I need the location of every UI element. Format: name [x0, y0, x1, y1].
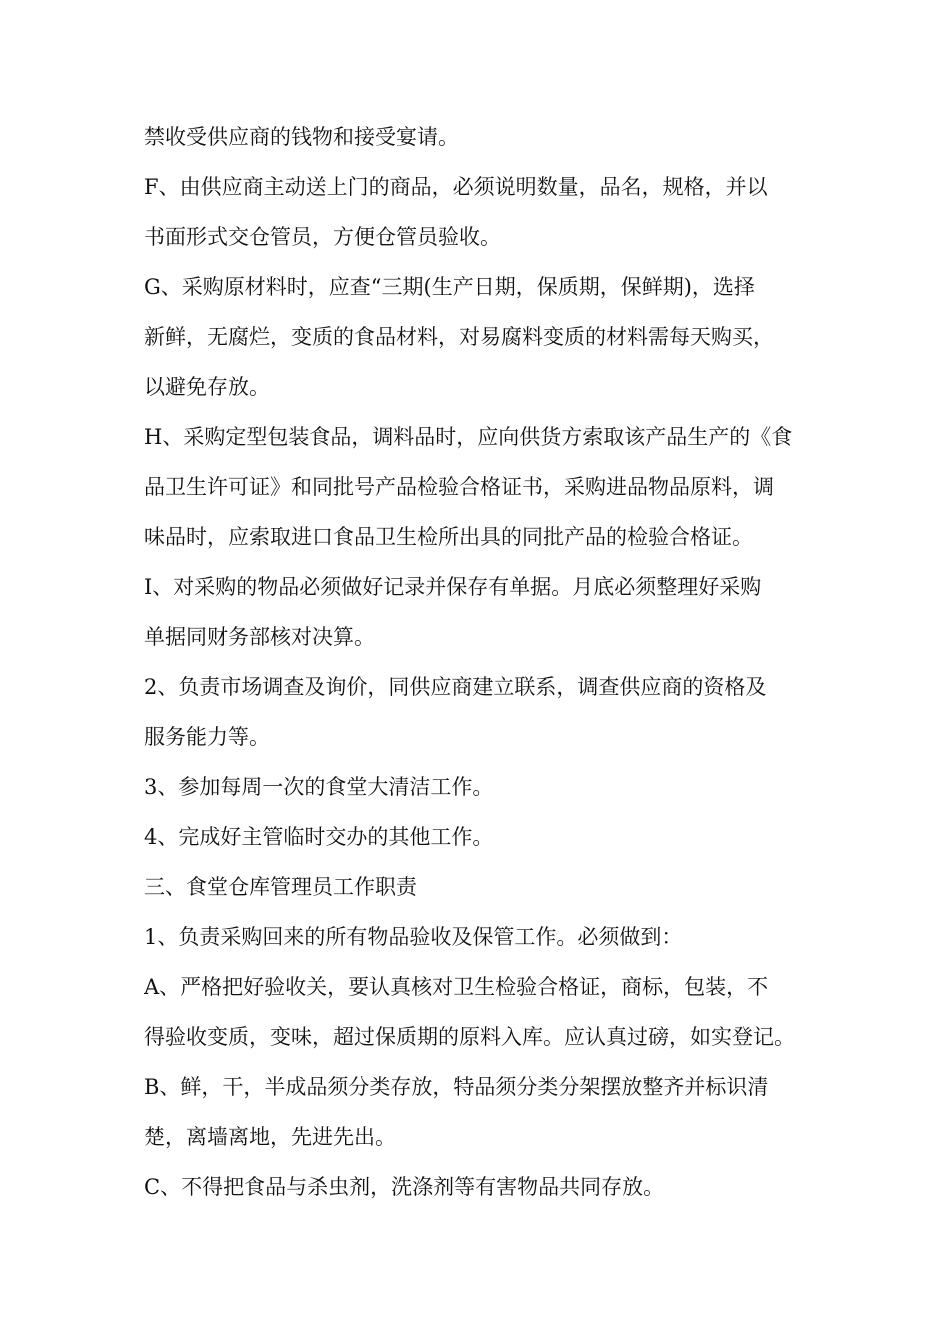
section-heading: 三、食堂仓库管理员工作职责 — [144, 875, 417, 899]
text-line: G、采购原材料时，应查“三期(生产日期，保质期，保鲜期)，选择 — [144, 275, 755, 299]
text-line: 新鲜，无腐烂，变质的食品材料，对易腐料变质的材料需每天购买， — [144, 325, 774, 349]
text-line: C、不得把食品与杀虫剂，洗涤剂等有害物品共同存放。 — [144, 1175, 665, 1199]
text-line: 得验收变质，变味，超过保质期的原料入库。应认真过磅，如实登记。 — [144, 1025, 795, 1049]
text-line: 味品时，应索取进口食品卫生检所出具的同批产品的检验合格证。 — [144, 525, 753, 549]
text-line: 2、负责市场调查及询价，同供应商建立联系，调查供应商的资格及 — [144, 675, 767, 699]
text-line: 以避免存放。 — [144, 375, 270, 399]
text-line: H、采购定型包装食品，调料品时，应向供货方索取该产品生产的《食 — [144, 425, 793, 449]
text-line: 4、完成好主管临时交办的其他工作。 — [144, 825, 494, 849]
text-line: B、鲜，干，半成品须分类存放，特品须分类分架摆放整齐并标识清 — [144, 1075, 769, 1099]
text-line: A、严格把好验收关，要认真核对卫生检验合格证，商标，包装，不 — [144, 975, 769, 999]
text-line: 服务能力等。 — [144, 725, 270, 749]
text-line: 3、参加每周一次的食堂大清洁工作。 — [144, 775, 494, 799]
text-line: 禁收受供应商的钱物和接受宴请。 — [144, 125, 459, 149]
text-line: 1、负责采购回来的所有物品验收及保管工作。必须做到： — [144, 925, 683, 949]
text-line: 单据同财务部核对决算。 — [144, 625, 375, 649]
text-line: 书面形式交仓管员，方便仓管员验收。 — [144, 225, 501, 249]
text-line: 品卫生许可证》和同批号产品检验合格证书，采购进品物品原料，调 — [144, 475, 774, 499]
text-line: I、对采购的物品必须做好记录并保存有单据。月底必须整理好采购 — [144, 575, 762, 599]
text-line: 楚，离墙离地，先进先出。 — [144, 1125, 396, 1149]
document-body — [144, 112, 814, 1212]
text-line: F、由供应商主动送上门的商品，必须说明数量，品名，规格，并以 — [144, 175, 768, 199]
